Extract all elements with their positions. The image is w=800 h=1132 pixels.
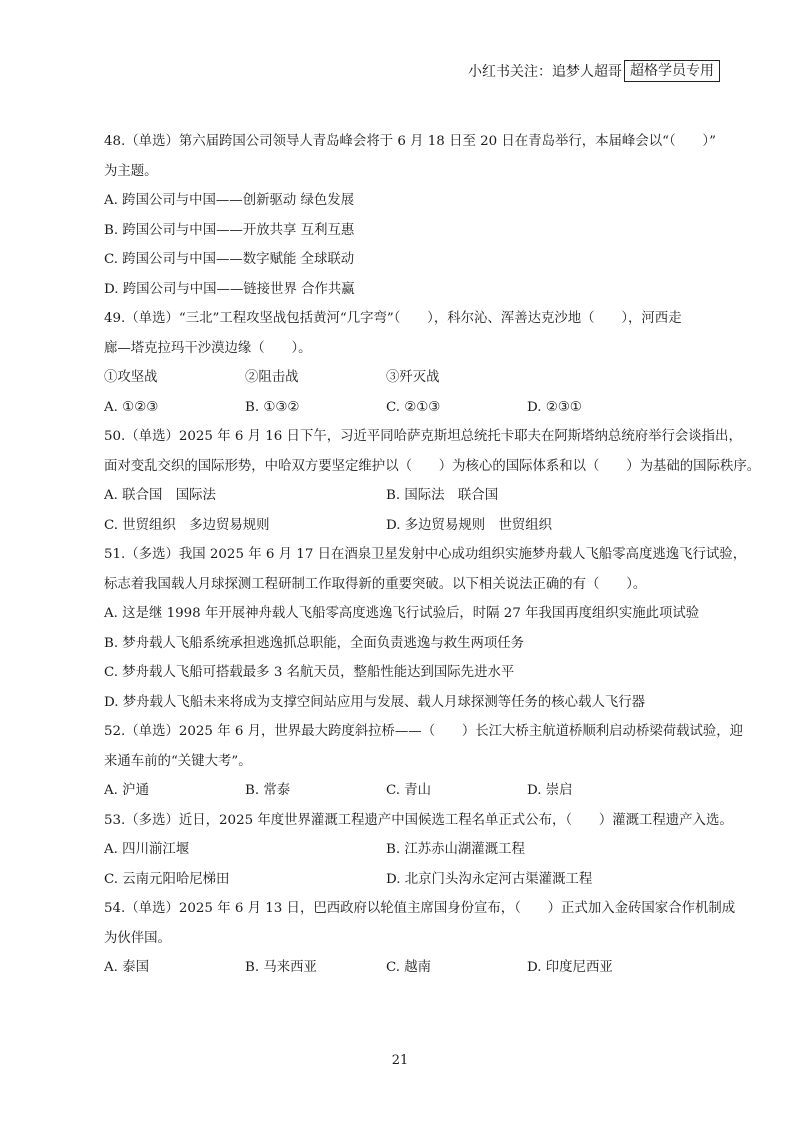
question-51-option-b: B. 梦舟载人飞船系统承担逃逸抓总职能，全面负责逃逸与救生两项任务 (104, 635, 525, 651)
question-52-options (104, 776, 724, 806)
question-48-option-c: C. 跨国公司与中国——数字赋能 全球联动 (104, 252, 355, 267)
question-49-item-2: ②阻击战 (245, 370, 299, 385)
question-53-option-c: C. 云南元阳哈尼梯田 (104, 871, 230, 887)
page-number: 21 (391, 1053, 409, 1068)
question-54-options (104, 953, 724, 983)
header-tag: 超格学员专用 (624, 60, 720, 82)
question-49-option-c: C. ②①③ (386, 399, 441, 415)
question-52-stem-line2: 来通车前的“关键大考”。 (104, 753, 252, 769)
question-54-option-d: D. 印度尼西亚 (527, 960, 613, 975)
question-48-stem-line2: 为主题。 (104, 163, 158, 179)
question-48-option-a: A. 跨国公司与中国——创新驱动 绿色发展 (104, 193, 355, 208)
question-53-option-b: B. 江苏赤山湖灌溉工程 (386, 842, 525, 857)
question-50-option-d: D. 多边贸易规则 世贸组织 (386, 517, 553, 533)
question-54-stem-line2: 为伙伴国。 (104, 930, 171, 946)
question-54-option-c: C. 越南 (386, 960, 432, 975)
question-54-option-a: A. 泰国 (104, 960, 149, 975)
question-51-option-d: D. 梦舟载人飞船未来将成为支撑空间站应用与发展、载人月球探测等任务的核心载人飞行器 (104, 694, 646, 710)
question-51-option-a: A. 这是继 1998 年开展神舟载人飞船零高度逃逸飞行试验后，时隔 27 年我国再度组织实施此项试验 (104, 606, 700, 621)
question-50-options-row1 (104, 481, 724, 511)
question-50-options-row2 (104, 511, 724, 541)
question-53 (104, 806, 733, 895)
question-49-options (104, 393, 724, 423)
question-49-item-3: ③歼灭战 (386, 370, 440, 385)
header-follow-text: 小红书关注：追梦人超哥 (468, 64, 622, 80)
question-53-options-row1 (104, 835, 724, 865)
question-49-stem-line2: 廊—塔克拉玛干沙漠边缘（ ）。 (104, 340, 312, 356)
question-50-option-a: A. 联合国 国际法 (104, 488, 216, 503)
question-51-stem-line2: 标志着我国载人月球探测工程研制工作取得新的重要突破。以下相关说法正确的有（ ）。 (104, 576, 647, 592)
question-48-stem-line1: 48.（单选）第六届跨国公司领导人青岛峰会将于 6 月 18 日至 20 日在青岛举行，本届峰会以“（ ）” (104, 134, 716, 149)
question-48-option-b: B. 跨国公司与中国——开放共享 互利互惠 (104, 222, 355, 238)
question-48-option-d: D. 跨国公司与中国——链接世界 合作共赢 (104, 281, 355, 297)
question-51-stem-line1: 51.（多选）我国 2025 年 6 月 17 日在酒泉卫星发射中心成功组织实施梦舟载人飞船零高度逃逸飞行试验， (104, 547, 747, 562)
question-52-option-a: A. 沪通 (104, 783, 149, 798)
question-list (104, 127, 761, 983)
question-49-items (104, 363, 724, 393)
question-50-stem-line2: 面对变乱交织的国际形势，中哈双方要坚定维护以（ ）为核心的国际体系和以（ ）为基础的国际秩序。 (104, 458, 761, 474)
question-53-options-row2 (104, 865, 724, 895)
question-49-item-1: ①攻坚战 (104, 370, 158, 385)
question-52-option-c: C. 青山 (386, 783, 432, 798)
question-50-option-b: B. 国际法 联合国 (386, 488, 499, 503)
question-54 (104, 894, 736, 983)
question-49-option-a: A. ①②③ (104, 399, 159, 415)
question-52 (104, 717, 744, 806)
question-52-option-b: B. 常泰 (245, 783, 291, 798)
question-49-option-b: B. ①③② (245, 399, 300, 415)
question-50-option-c: C. 世贸组织 多边贸易规则 (104, 517, 270, 533)
question-53-option-d: D. 北京门头沟永定河古渠灌溉工程 (386, 871, 593, 887)
question-50-stem-line1: 50.（单选）2025 年 6 月 16 日下午，习近平同哈萨克斯坦总统托卡耶夫在阿斯塔纳总统府举行会谈指出， (104, 429, 742, 444)
question-51 (104, 540, 747, 717)
question-50 (104, 422, 761, 540)
question-53-stem-line1: 53.（多选）近日，2025 年度世界灌溉工程遗产中国候选工程名单正式公布，（ ）灌溉工程遗产入选。 (104, 812, 733, 828)
question-54-stem-line1: 54.（单选）2025 年 6 月 13 日，巴西政府以轮值主席国身份宣布，（ ）正式加入金砖国家合作机制成 (104, 901, 736, 916)
question-49-option-d: D. ②③① (527, 399, 582, 415)
question-48 (104, 127, 724, 304)
question-49 (104, 304, 724, 422)
question-49-stem-line1: 49.（单选）“三北”工程攻坚战包括黄河“几字弯”（ ），科尔沁、浑善达克沙地（ ），河西走 (104, 311, 682, 326)
question-52-stem-line1: 52.（单选）2025 年 6 月，世界最大跨度斜拉桥——（ ）长江大桥主航道桥顺利启动桥梁荷载试验，迎 (104, 724, 744, 739)
question-52-option-d: D. 崇启 (527, 783, 573, 798)
question-54-option-b: B. 马来西亚 (245, 960, 317, 975)
page-header (468, 60, 720, 82)
question-51-option-c: C. 梦舟载人飞船可搭载最多 3 名航天员，整船性能达到国际先进水平 (104, 665, 515, 680)
question-53-option-a: A. 四川湔江堰 (104, 842, 190, 857)
